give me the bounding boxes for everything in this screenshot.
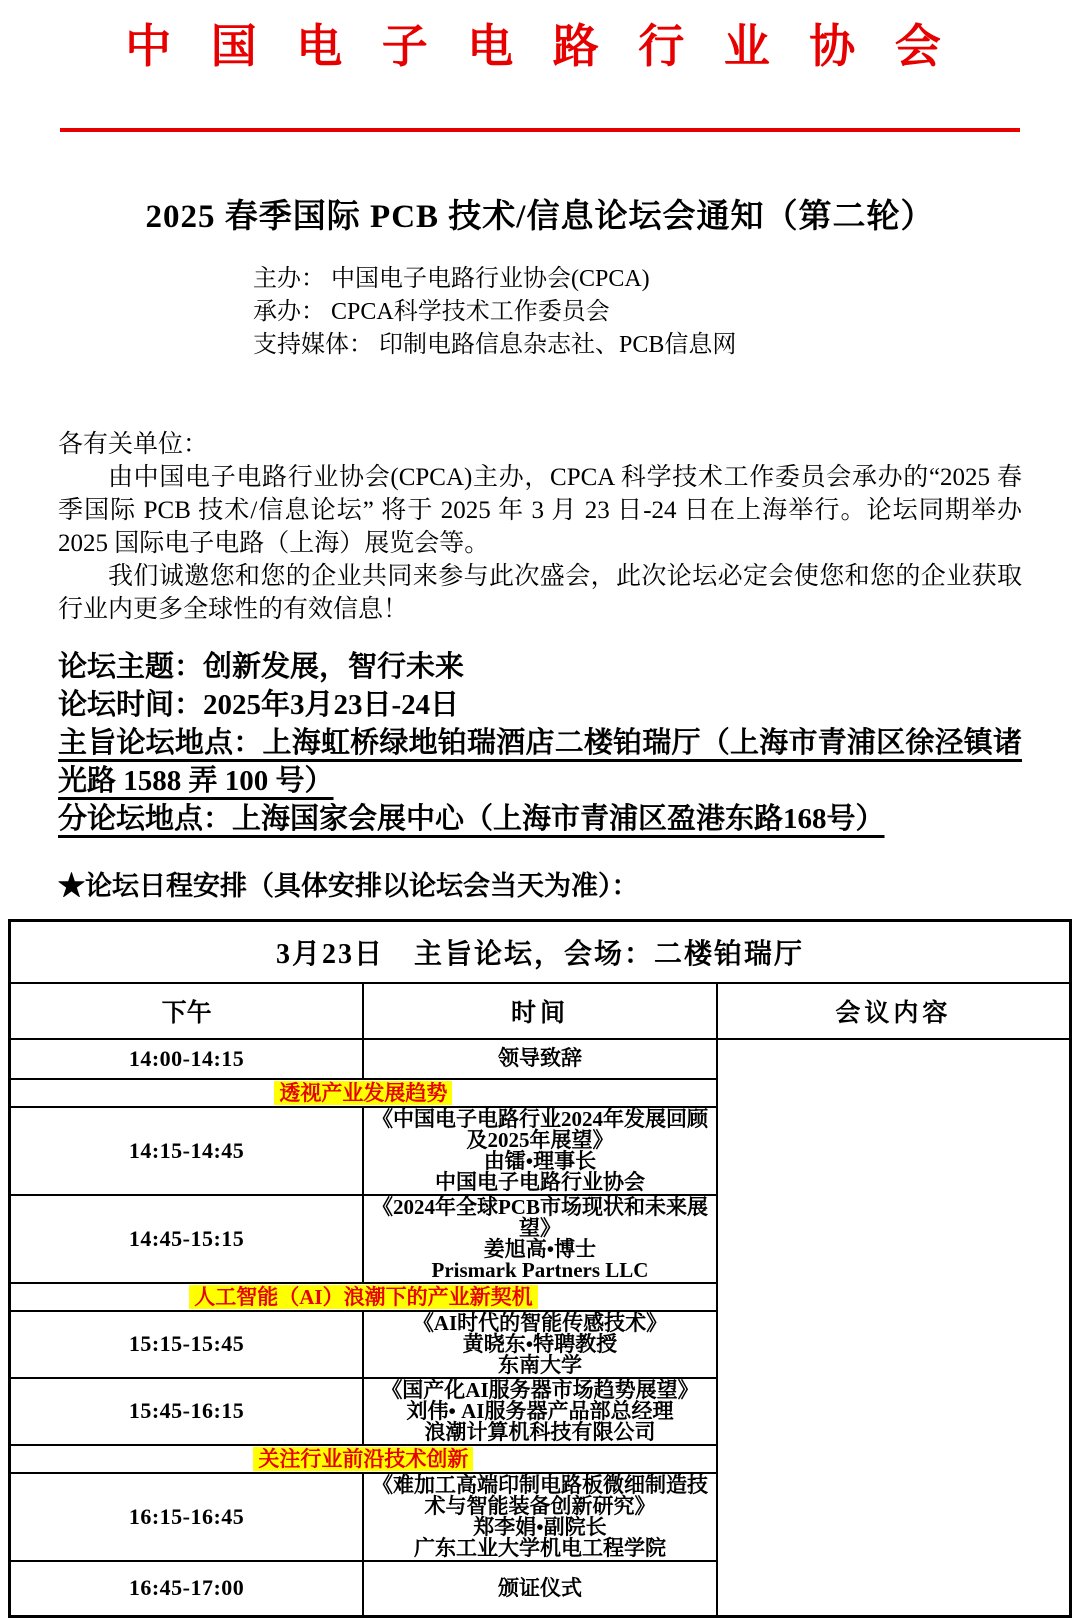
- schedule-heading: ★论坛日程安排（具体安排以论坛会当天为准）：: [58, 871, 639, 901]
- session-line: 《国产化AI服务器市场趋势展望》: [381, 1377, 699, 1402]
- session-line: 领导致辞: [497, 1046, 582, 1070]
- session-line: 《难加工高端印制电路板微细制造技术与智能装备创新研究》: [371, 1472, 708, 1518]
- session-content: [363, 1039, 717, 1079]
- section-cell: [10, 1079, 717, 1107]
- session-content: [363, 1561, 717, 1617]
- session-time: 16:15-16:45: [10, 1473, 364, 1561]
- organizer-host-line: 主办： 中国电子电路行业协会(CPCA): [253, 266, 650, 292]
- session-row: [10, 1378, 1071, 1445]
- session-time: 15:15-15:45: [10, 1311, 364, 1378]
- section-label: 关注行业前沿技术创新: [253, 1447, 473, 1471]
- invitation-paragraph: 我们诚邀您和您的企业共同来参与此次盛会，此次论坛必定会使您和您的企业获取行业内更多全球性的有效信息！: [58, 563, 1022, 623]
- section-row: [10, 1283, 1071, 1311]
- session-line: 《2024年全球PCB市场现状和未来展望》: [371, 1194, 708, 1240]
- session-line: 广东工业大学机电工程学院: [413, 1535, 666, 1560]
- session-line: 姜旭高•博士: [483, 1236, 597, 1261]
- schedule-col-content: 会议内容: [717, 983, 1071, 1039]
- section-label: 透视产业发展趋势: [274, 1081, 452, 1105]
- schedule-table: [8, 919, 1072, 1618]
- letterhead-org-name: 中 国 电 子 电 路 行 业 协 会: [125, 21, 955, 72]
- section-row: [10, 1079, 1071, 1107]
- schedule-col-time: 时间: [363, 983, 717, 1039]
- session-time: 14:00-14:15: [10, 1039, 364, 1079]
- session-line: 东南大学: [497, 1352, 582, 1377]
- organizer-block: [253, 263, 1080, 362]
- session-line: 浪潮计算机科技有限公司: [424, 1419, 656, 1444]
- schedule-header-row: [10, 983, 1071, 1039]
- schedule-table-body: [10, 1039, 1071, 1617]
- session-line: 黄晓东•特聘教授: [462, 1331, 618, 1356]
- session-line: Prismark Partners LLC: [431, 1257, 649, 1282]
- session-time: 14:45-15:15: [10, 1195, 364, 1283]
- body-text: [58, 428, 1022, 626]
- document-title: 2025 春季国际 PCB 技术/信息论坛会通知（第二轮）: [145, 199, 935, 235]
- session-time: 15:45-16:15: [10, 1378, 364, 1445]
- session-time: 14:15-14:45: [10, 1107, 364, 1195]
- session-content: [363, 1311, 717, 1378]
- sub-venue-text: 分论坛地点：上海国家会展中心（上海市青浦区盈港东路168号）: [58, 803, 885, 835]
- session-line: 《中国电子电路行业2024年发展回顾及2025年展望》: [371, 1106, 708, 1152]
- intro-paragraph: 由中国电子电路行业协会(CPCA)主办，CPCA 科学技术工作委员会承办的“2025 春季国际 PCB 技术/信息论坛” 将于 2025 年 3 月 23 日-24 日在上海举行。论坛同期举办 2025 国际电子电路（上海）展览会等。: [58, 464, 1022, 557]
- schedule-period-cell: 下午: [10, 983, 364, 1039]
- section-cell: [10, 1283, 717, 1311]
- section-label: 人工智能（AI）浪潮下的产业新契机: [189, 1285, 537, 1309]
- session-line: 颁证仪式: [497, 1575, 582, 1600]
- session-line: 刘伟• AI服务器产品部总经理: [406, 1398, 674, 1423]
- forum-details: [58, 648, 1022, 838]
- session-content: [363, 1195, 717, 1283]
- session-content: [363, 1107, 717, 1195]
- session-line: 由镭•理事长: [483, 1148, 597, 1173]
- schedule-title-row: [10, 921, 1071, 983]
- session-row: [10, 1311, 1071, 1378]
- session-row: [10, 1195, 1071, 1283]
- salutation: 各有关单位：: [58, 431, 209, 458]
- letterhead-divider: [60, 128, 1020, 132]
- session-time: 16:45-17:00: [10, 1561, 364, 1617]
- session-row: [10, 1107, 1071, 1195]
- forum-time-line: 论坛时间：2025年3月23日-24日: [58, 689, 460, 721]
- main-venue-text: 主旨论坛地点：上海虹桥绿地铂瑞酒店二楼铂瑞厅（上海市青浦区徐泾镇诸光路 1588 弄 100 号）: [58, 727, 1022, 797]
- section-cell: [10, 1445, 717, 1473]
- schedule-title-cell: 3月23日 主旨论坛，会场：二楼铂瑞厅: [10, 921, 1071, 983]
- sub-venue-line: [58, 800, 1022, 838]
- organizer-media-line: 支持媒体： 印制电路信息杂志社、PCB信息网: [253, 332, 737, 358]
- session-line: 中国电子电路行业协会: [434, 1169, 645, 1194]
- section-row: [10, 1445, 1071, 1473]
- session-line: 郑李娟•副院长: [473, 1514, 607, 1539]
- session-row: [10, 1473, 1071, 1561]
- session-content: [363, 1473, 717, 1561]
- session-row: [10, 1039, 1071, 1079]
- session-content: [363, 1378, 717, 1445]
- session-line: 《AI时代的智能传感技术》: [412, 1310, 668, 1335]
- main-venue-line: [58, 724, 1022, 800]
- forum-theme-line: 论坛主题：创新发展，智行未来: [58, 651, 465, 683]
- session-row: [10, 1561, 1071, 1617]
- organizer-undertaker-line: 承办： CPCA科学技术工作委员会: [253, 299, 610, 325]
